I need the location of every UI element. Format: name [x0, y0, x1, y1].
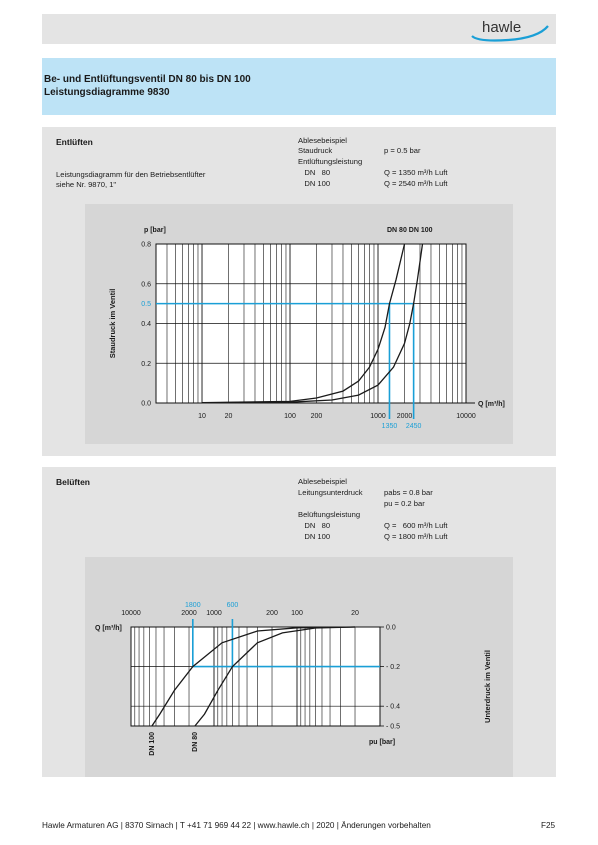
- aerate-example-value: pu = 0.2 bar: [384, 499, 425, 508]
- vent-chart: [85, 204, 513, 444]
- vent-note-1: Leistungsdiagramm für den Betriebsentlüfter: [56, 170, 206, 179]
- series-name-label: DN 80: [191, 732, 199, 752]
- y-tick-label: 0.0: [141, 400, 151, 408]
- highlight-x-label: 1800: [185, 602, 201, 609]
- header-bar: [42, 14, 556, 44]
- side-axis-label: Unterdruck im Ventil: [483, 650, 492, 723]
- vent-example-heading: Ablesebeispiel: [298, 136, 347, 145]
- vent-example-label: DN 80: [298, 168, 331, 177]
- vent-example-label: Staudruck: [298, 146, 333, 155]
- x-tick-label: 1000: [206, 610, 222, 617]
- y-tick-label: 0.6: [141, 281, 151, 289]
- y-tick-label: 0.0: [386, 624, 396, 632]
- x-axis-label: Q [m³/h]: [95, 625, 122, 632]
- x-tick-label: 10000: [121, 610, 141, 617]
- x-tick-label: 200: [266, 610, 278, 617]
- aerate-example-heading: Ablesebeispiel: [298, 477, 347, 486]
- x-tick-label: 20: [351, 610, 359, 617]
- vent-example-label: DN 100: [298, 179, 331, 188]
- page-title: Be- und Entlüftungsventil DN 80 bis DN 100: [44, 74, 251, 85]
- series-name-label: DN 100: [148, 732, 156, 756]
- vent-example-value: Q = 2540 m³/h Luft: [384, 179, 448, 188]
- y-tick-label: 0.2: [141, 360, 151, 368]
- vent-note-2: siehe Nr. 9870, 1": [56, 180, 117, 189]
- aerate-example-label: Belüftungsleistung: [298, 510, 361, 519]
- x-tick-label: 2000: [396, 413, 413, 420]
- aerate-chart: [85, 557, 513, 777]
- x-tick-label: 2000: [181, 610, 197, 617]
- y-tick-label: - 0.2: [386, 664, 401, 672]
- x-axis-label: Q [m³/h]: [478, 401, 505, 408]
- y-tick-label: 0.8: [141, 241, 151, 249]
- panel-vent: [42, 127, 556, 456]
- aerate-heading: Belüften: [56, 477, 90, 487]
- y-tick-label: - 0.5: [386, 723, 401, 731]
- y-axis-label: pu [bar]: [369, 739, 396, 746]
- aerate-example-label: Leitungsunterdruck: [298, 488, 363, 497]
- panel-aerate: [42, 467, 556, 777]
- x-tick-label: 100: [291, 610, 303, 617]
- vent-example-label: Entlüftungsleistung: [298, 157, 363, 166]
- plot-area: [131, 627, 380, 726]
- x-tick-label: 10000: [456, 413, 476, 420]
- page-subtitle: Leistungsdiagramme 9830: [44, 87, 170, 98]
- y-axis-label: p [bar]: [144, 227, 166, 234]
- x-tick-label: 200: [310, 413, 323, 420]
- footer-info: Hawle Armaturen AG | 8370 Sirnach | T +41 71 969 44 22 | www.hawle.ch | 2020 | Änderungen vorbehalten: [42, 821, 431, 830]
- aerate-example-value: pabs = 0.8 bar: [384, 488, 433, 497]
- highlight-x-label: 1350: [381, 423, 398, 430]
- y-tick-label: - 0.4: [386, 703, 401, 711]
- vent-example-value: Q = 1350 m³/h Luft: [384, 168, 448, 177]
- aerate-example-value: Q = 1800 m³/h Luft: [384, 532, 448, 541]
- title-box: [42, 58, 556, 115]
- x-tick-label: 10: [198, 413, 206, 420]
- series-label: DN 80 DN 100: [387, 227, 433, 234]
- vent-example-value: p = 0.5 bar: [384, 146, 421, 155]
- aerate-example-label: DN 80: [298, 521, 331, 530]
- x-tick-label: 100: [284, 413, 296, 420]
- hawle-logo: [468, 14, 552, 44]
- y-tick-label: 0.4: [141, 321, 151, 328]
- highlight-x-label: 600: [226, 602, 239, 609]
- side-axis-label: Staudruck im Ventil: [108, 288, 117, 359]
- aerate-example-label: DN 100: [298, 532, 331, 541]
- aerate-chart-area: [85, 557, 513, 777]
- x-tick-label: 20: [224, 413, 233, 420]
- x-tick-label: 1000: [370, 413, 386, 420]
- logo-text: hawle: [482, 19, 522, 36]
- highlight-x-label: 2450: [405, 423, 422, 430]
- page-number: F25: [541, 821, 556, 830]
- vent-heading: Entlüften: [56, 137, 93, 147]
- y-tick-label: 0.5: [141, 301, 151, 309]
- aerate-example-value: Q = 600 m³/h Luft: [384, 521, 448, 530]
- vent-chart-area: [85, 204, 513, 444]
